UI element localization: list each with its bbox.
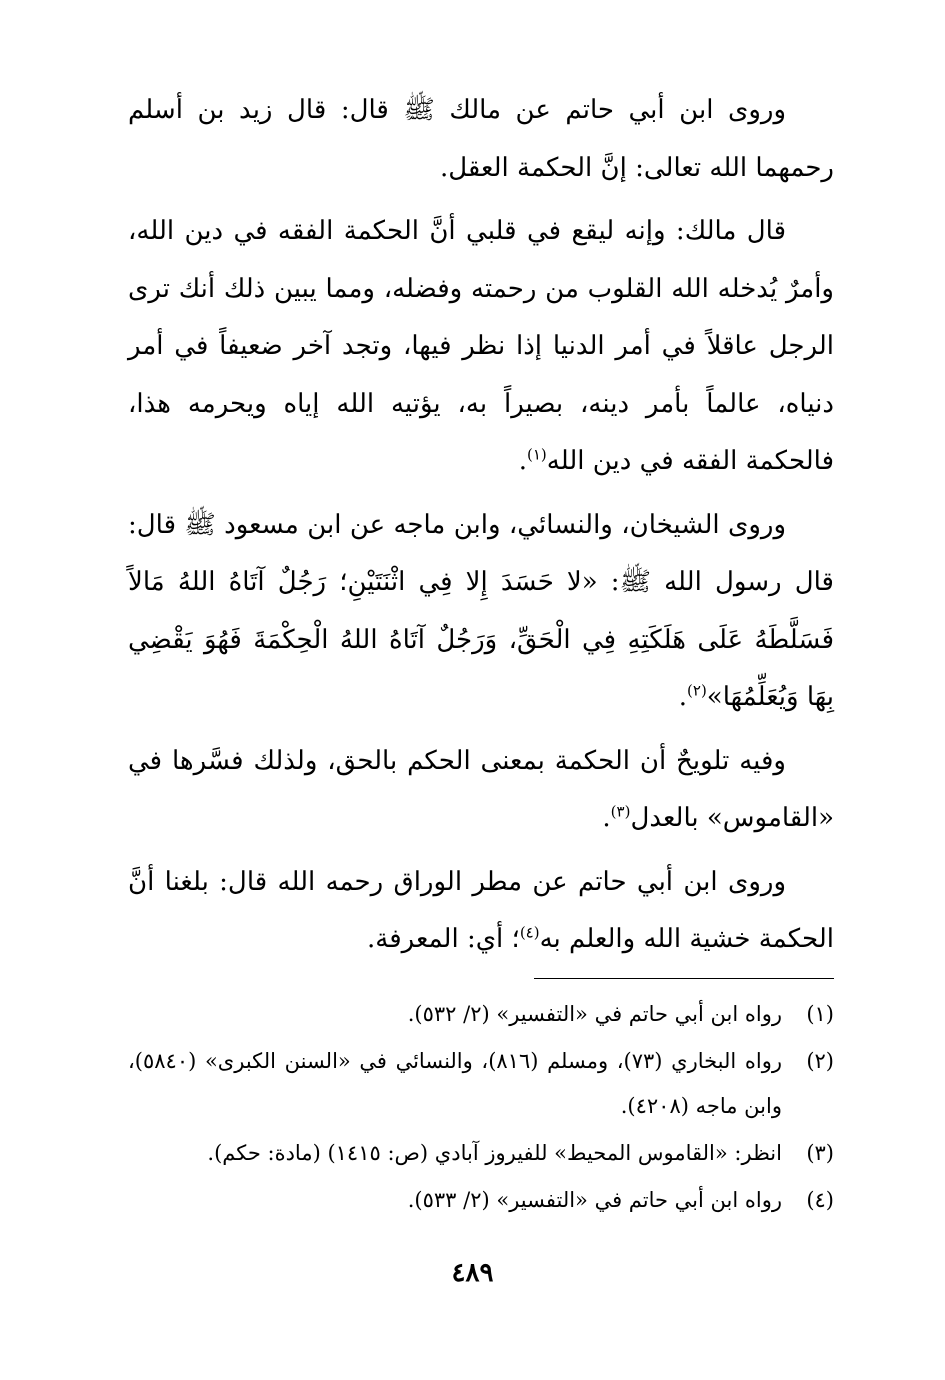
footnote-item (128, 1131, 834, 1176)
footnote-ref[interactable]: (٢) (687, 681, 707, 700)
footnote-ref[interactable]: (٤) (519, 923, 540, 942)
page-number: ٤٨٩ (451, 1258, 494, 1288)
footnote-ref[interactable]: (٣) (610, 802, 631, 821)
footnote-number: (٤) (806, 1188, 834, 1212)
main-text (128, 82, 834, 975)
footnotes (128, 992, 834, 1225)
paragraph-tail: . (518, 446, 527, 476)
footnote-item (128, 1039, 834, 1129)
paragraph-text: وروى ابن أبي حاتم عن مالك ﷺ قال: قال زيد بن أسلم رحمهما الله تعالى: إنَّ الحكمة العقل. (128, 95, 834, 183)
footnote-divider (534, 978, 834, 979)
footnote-number: (١) (806, 1002, 834, 1026)
footnote-ref[interactable]: (١) (526, 445, 547, 464)
paragraph-text: قال مالك: وإنه ليقع في قلبي أنَّ الحكمة الفقه في دين الله، وأمرٌ يُدخله الله القلوب من رحمته وفضله، ومما يبين ذلك أنك ترى الرجل عاقلاً في أمر الدنيا إذا نظر فيها، وتجد آخر ضعيفاً في أمر دنياه، عالماً بأمر دينه، بصيراً به، يؤتيه الله إياه ويحرمه هذا، فالحكمة الفقه في دين الله (128, 216, 834, 476)
paragraph-tail: . (602, 803, 611, 833)
paragraph-text: وروى الشيخان، والنسائي، وابن ماجه عن ابن مسعود ﷺ قال: قال رسول الله ﷺ: «لا حَسَدَ إِلا فِي اثْنَتَيْنِ؛ رَجُلٌ آتَاهُ اللهُ مَالاً فَسَلَّطَهُ عَلَى هَلَكَتِهِ فِي الْحَقِّ، وَرَجُلٌ آتَاهُ اللهُ الْحِكْمَةَ فَهُوَ يَقْضِي بِهَا وَيُعَلِّمُهَا» (128, 509, 835, 712)
paragraph-tail: ؛ أي: المعرفة. (366, 924, 520, 954)
footnote-item (128, 1178, 834, 1223)
paragraph-1 (128, 82, 834, 197)
paragraph-text: وروى ابن أبي حاتم عن مطر الوراق رحمه الله قال: بلغنا أنَّ الحكمة خشية الله والعلم به (128, 866, 834, 954)
footnote-text: رواه ابن أبي حاتم في «التفسير» (٢/ ٥٣٢). (407, 1002, 782, 1026)
paragraph-tail: . (678, 682, 688, 712)
footnote-text: رواه البخاري (٧٣)، ومسلم (٨١٦)، والنسائي في «السنن الكبرى» (٥٨٤٠)، وابن ماجه (٤٢٠٨). (128, 1049, 782, 1118)
paragraph-text: وفيه تلويحٌ أن الحكمة بمعنى الحكم بالحق، ولذلك فسَّرها في «القاموس» بالعدل (128, 745, 834, 833)
footnote-number: (٢) (806, 1049, 834, 1073)
paragraph-4 (128, 733, 834, 848)
footnote-text: انظر: «القاموس المحيط» للفيروز آبادي (ص: ١٤١٥) (مادة: حكم). (207, 1141, 782, 1165)
footnote-number: (٣) (806, 1141, 834, 1165)
paragraph-3 (128, 497, 834, 727)
footnote-text: رواه ابن أبي حاتم في «التفسير» (٢/ ٥٣٣). (407, 1188, 782, 1212)
footnote-item (128, 992, 834, 1037)
paragraph-5 (128, 854, 834, 969)
paragraph-2 (128, 203, 834, 491)
